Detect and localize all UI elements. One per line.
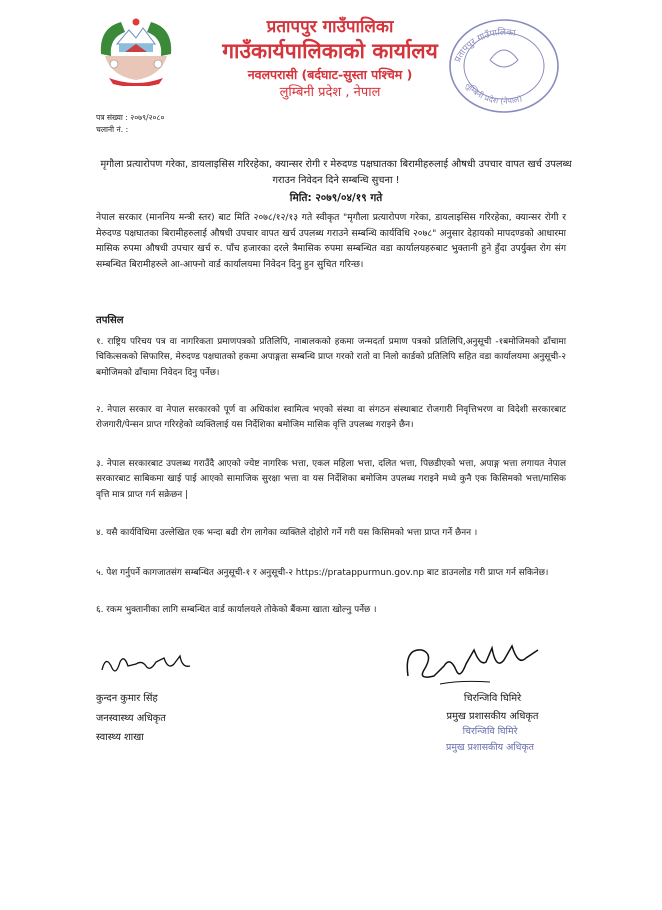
- signature-left: [98, 650, 238, 680]
- office-stamp: [445, 12, 563, 114]
- dispatch-number: चलानी नं. :: [96, 125, 129, 134]
- list-item: २. नेपाल सरकार वा नेपाल सरकारको पूर्ण वा अधिकांश स्वामित्व भएको संस्था वा संगठन संस्थाबाट रोजगारी निवृत्तिभरण वा विदेशी सरकारबाट रोजगारी/पेन्सन प्राप्त गरिरहेको व्यक्तिलाई यस निर्देशिका बमोजिम मासिक वृत्ति उपलब्ध गराइने छैन।: [96, 405, 566, 431]
- nepal-emblem-icon: [95, 14, 177, 86]
- stamp-text-top: प्रतापपुर गाउँपालिका: [453, 27, 517, 65]
- notice-date: मिति: २०७९/०४/१९ गते: [289, 192, 383, 204]
- svg-text:लुम्बिनी प्रदेश (नेपाल): [463, 81, 523, 106]
- office-name: गाउँकार्यपालिकाको कार्यालय: [222, 39, 438, 63]
- signatory-left-name: कुन्दन कुमार सिंह: [96, 693, 158, 704]
- list-item: ५. पेश गर्नुपर्ने कागजातसंग सम्बन्धित अनुसूची-१ र अनुसूची-२ https://pratappurmun.gov.np बाट डाउनलोड गरी प्राप्त गर्न सकिनेछ।: [96, 568, 549, 578]
- section-title: तपसिल: [96, 315, 124, 326]
- notice-intro: नेपाल सरकार (माननिय मन्त्री स्तर) बाट मिति २०७८/१२/१३ गते स्वीकृत "मृगौला प्रत्यारोपण गरेका, डायलाइसिस गरिरहेका, क्यान्सर रोगी र मेरुदण्ड पक्षघातका बिरामीहरुलाई औषधी उपचार वापत खर्च उपलब्ध गराउने सम्बन्धि कार्यविधि २०७८" अनुसार देहायको मापदण्डको आधारमा मासिक रुपमा औषधी उपचार खर्च रु. पाँच हजारका दरले त्रैमासिक रुपमा सम्बन्धित वडा कार्यालयहरुबाट भुक्तानी हुने हुँदा उपर्युक्त रोग संग सम्बन्धित बिरामीहरुले आ-आफ्नो वार्ड कार्यालयमा निवेदन दिनु हुन सुचित गरिन्छ।: [96, 212, 566, 270]
- signatory-right-title: प्रमुख प्रशासकीय अधिकृत: [446, 711, 539, 722]
- letter-number: पत्र संख्या : २०७९/२०८०: [96, 113, 165, 122]
- list-item: ६. रकम भुक्तानीका लागि सम्बन्धित वार्ड कार्यालयले तोकेको बैंकमा खाता खोल्नु पर्नेछ ।: [96, 605, 377, 615]
- signatory-left-title: जनस्वास्थ्य अधिकृत: [96, 713, 166, 724]
- signatory-left-department: स्वास्थ्य शाखा: [96, 732, 144, 743]
- list-item: ४. यसै कार्यविधिमा उल्लेखित एक भन्दा बढी रोग लागेका व्यक्तिले दोहोरो गर्ने गरी यस किसिमको भत्ता प्राप्त गर्ने छैनन ।: [96, 528, 478, 538]
- municipality-name: प्रतापपुर गाउँपालिका: [266, 17, 394, 37]
- district-name: नवलपरासी (बर्दघाट-सुस्ता पश्चिम ): [247, 67, 413, 82]
- svg-text:प्रतापपुर गाउँपालिका: [453, 26, 517, 64]
- name-stamp-title: प्रमुख प्रशासकीय अधिकृत: [445, 742, 534, 753]
- stamp-emblem-icon: [490, 50, 518, 67]
- list-item: ३. नेपाल सरकारबाट उपलब्ध गराउँदै आएको ज्येष्ट नागरिक भत्ता, एकल महिला भत्ता, दलित भत्ता, पिछडीएको भत्ता, अपाङ्ग भत्ता लगायत नेपाल सरकारबाट साबिकमा खाई पाई आएको सामाजिक सुरक्षा भत्ता वा यस निर्देशिका बमोजिम उपलब्ध गराइने मध्ये कुनै एक किसिमको भत्ता/मासिक वृत्ति मात्र प्राप्त गर्न सक्रेछन |: [96, 459, 566, 500]
- stamp-text-bottom: लुम्बिनी प्रदेश (नेपाल): [463, 80, 524, 106]
- notice-subject: मृगौला प्रत्यारोपण गरेका, डायलाइसिस गरिरहेका, क्यान्सर रोगी र मेरुदण्ड पक्षघातका बिरामीहरुलाई औषधी उपचार वापत खर्च उपलब्ध गराउन निवेदन दिने सम्बन्धि सुचना !: [100, 159, 572, 186]
- signatory-right-name: चिरन्जिवि घिमिरे: [463, 693, 522, 704]
- name-stamp-name: चिरन्जिवि घिमिरे: [462, 726, 518, 737]
- signature-right: [400, 636, 560, 691]
- list-item: १. राष्ट्रिय परिचय पत्र वा नागरिकता प्रमाणपत्रको प्रतिलिपि, नाबालकको हकमा जन्मदर्ता प्रमाण पत्रको प्रतिलिपि,अनुसूची -१बमोजिमको ढाँचामा चिकित्सकको सिफारिस, मेरुदण्ड पक्षघातको हकमा अपाङ्गता सम्बन्धि प्राप्त गरको रातो वा निलो कार्डको प्रतिलिपि सहित वडा कार्यालयमा अनुसूची-२ बमोजिमको ढाँचामा निवेदन दिनु पर्नेछ।: [96, 337, 566, 378]
- province-name: लुम्बिनी प्रदेश , नेपाल: [279, 85, 381, 100]
- letterhead: [200, 16, 460, 102]
